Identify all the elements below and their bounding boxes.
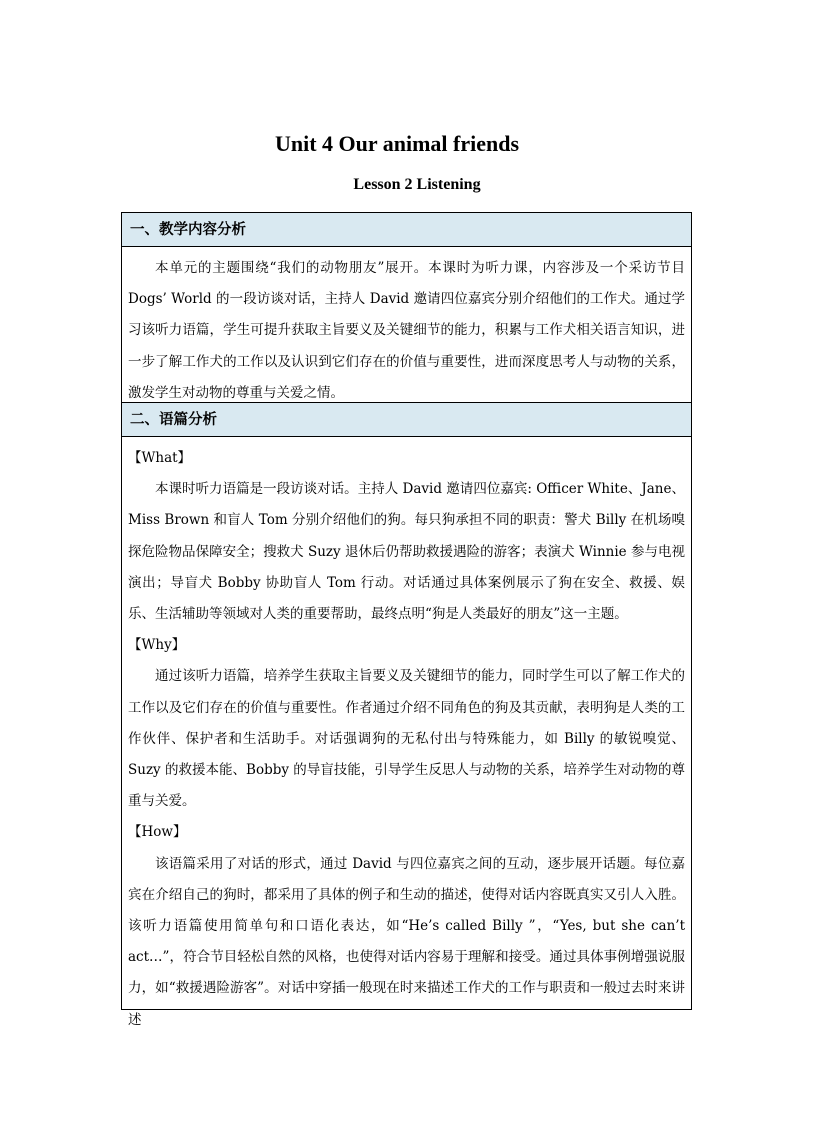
section-header: 二、语篇分析: [122, 403, 691, 437]
section-content-analysis: [122, 213, 691, 403]
section-text-analysis: [122, 403, 691, 1036]
why-paragraph: 通过该听力语篇，培养学生获取主旨要义及关键细节的能力，同时学生可以了解工作犬的工作以及它们存在的价值与重要性。作者通过介绍不同角色的狗及其贡献，表明狗是人类的工作伙伴、保护者和生活助手。对话强调狗的无私付出与特殊能力，如 Billy 的敏锐嗅觉、Suzy 的救援本能、Bobby 的导盲技能，引导学生反思人与动物的关系，培养学生对动物的尊重与关爱。: [128, 668, 685, 810]
paragraph: 本单元的主题围绕“我们的动物朋友”展开。本课时为听力课，内容涉及一个采访节目 Dogs’ World 的一段访谈对话，主持人 David 邀请四位嘉宾分别介绍他们的工作犬。通过学习该听力语篇，学生可提升获取主旨要义及关键细节的能力，积累与工作犬相关语言知识，进一步了解工作犬的工作以及认识到它们存在的价值与重要性，进而深度思考人与动物的关系，激发学生对动物的尊重与关爱之情。: [128, 260, 685, 401]
why-tag: 【Why】: [128, 637, 186, 654]
how-paragraph: 该语篇采用了对话的形式，通过 David 与四位嘉宾之间的互动，逐步展开话题。每位嘉宾在介绍自己的狗时，都采用了具体的例子和生动的描述，使得对话内容既真实又引人入胜。该听力语篇使用简单句和口语化表达，如“He’s called Billy ”，“Yes, but she can’t act…”，符合节目轻松自然的风格，也使得对话内容易于理解和接受。通过具体事例增强说服力，如“救援遇险游客”。对话中穿插一般现在时来描述工作犬的工作与职责和一般过去时来讲述: [128, 855, 685, 1028]
what-paragraph: 本课时听力语篇是一段访谈对话。主持人 David 邀请四位嘉宾: Officer White、Jane、Miss Brown 和盲人 Tom 分别介绍他们的狗。每只狗承担不同的职责：警犬 Billy 在机场嗅探危险物品保障安全；搜救犬 Suzy 退休后仍帮助救援遇险的游客；表演犬 Winnie 参与电视演出；导盲犬 Bobby 协助盲人 Tom 行动。对话通过具体案例展示了狗在安全、救援、娱乐、生活辅助等领域对人类的重要帮助，最终点明“狗是人类最好的朋友”这一主题。: [128, 481, 685, 623]
document-title: Unit 4 Our animal friends: [274, 131, 520, 156]
what-tag: 【What】: [128, 450, 192, 466]
section-body: [122, 437, 691, 1036]
section-header: 一、教学内容分析: [122, 213, 691, 247]
section-body: [122, 247, 691, 403]
lesson-subtitle: Lesson 2 Listening: [353, 176, 481, 193]
how-tag: 【How】: [128, 824, 187, 841]
lesson-table: [121, 212, 692, 1028]
